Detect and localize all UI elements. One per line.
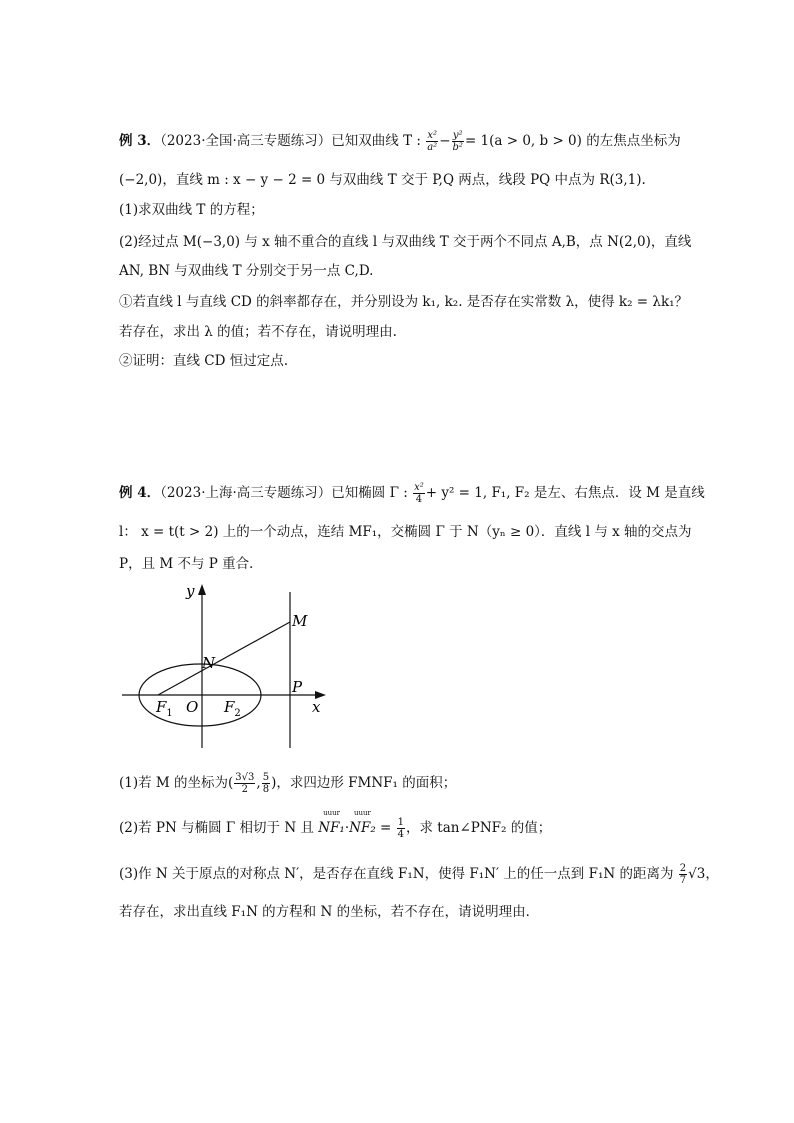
- ex3-q2d: ②证明：直线 CD 恒过定点.: [119, 353, 289, 369]
- label-P: P: [292, 678, 303, 696]
- ex3-q2c1: ①若直线 l 与直线 CD 的斜率都存在，并分别设为 k₁, k₂. 是否存在实常数 λ，使得 k₂ = λk₁？: [119, 294, 689, 310]
- ex4-eq-tail: + y² = 1, F₁, F₂ 是左、右焦点．设 M 是直线: [425, 485, 705, 501]
- ex4-q1: (1)若 M 的坐标为( $\frac{3√3}{2}$ , $\frac{5}{8}$ )，求四边形 FMNF₁ 的面积；: [119, 772, 457, 795]
- ex3-q1: (1)求双曲线 T 的方程；: [119, 202, 264, 218]
- label-M: M: [292, 612, 308, 630]
- ex4-q1-frac1: $\frac{3√3}{2}$: [235, 772, 255, 795]
- ex4-frac: $\frac{\text{x²}}{4}$: [414, 482, 424, 505]
- ex4-source: （2023·上海·高三专题练习）已知椭圆 Γ :: [160, 485, 408, 501]
- ex3-frac2: $\frac{\text{y²}}{\text{b²}}$: [452, 130, 463, 153]
- label-F1: $F_1$: [156, 698, 173, 719]
- label-F2: $F_2$: [224, 698, 241, 719]
- ex3-eq-tail: = 1(a > 0, b > 0) 的左焦点坐标为: [464, 133, 681, 149]
- ex4-label: 例 4．: [119, 485, 161, 501]
- ex3-q2c2: 若存在，求出 λ 的值；若不存在，请说明理由.: [119, 324, 397, 340]
- ex4-q1-frac2: $\frac{5}{8}$: [262, 772, 270, 795]
- ex3-line2: (−2,0)，直线 m : x − y − 2 = 0 与双曲线 T 交于 P,Q 两点，线段 PQ 中点为 R(3,1).: [119, 172, 646, 188]
- label-N: N: [202, 654, 216, 672]
- ex3-frac1: $\frac{\text{x²}}{\text{a²}}$: [427, 130, 438, 153]
- ex3-q2b: AN, BN 与双曲线 T 分别交于另一点 C,D.: [119, 263, 374, 279]
- ex3-q2a: (2)经过点 M(−3,0) 与 x 轴不重合的直线 l 与双曲线 T 交于两个不同点 A,B，点 N(2,0)，直线: [119, 234, 692, 250]
- y-axis-arrow: [198, 584, 206, 595]
- segment-F1M: [158, 622, 290, 695]
- ex4-q3: (3)作 N 关于原点的对称点 N′，是否存在直线 F₁N，使得 F₁N′ 上的任一点到 F₁N 的距离为 $\frac{2}{7}$ √3，: [119, 863, 719, 886]
- ellipse-figure: [118, 578, 334, 750]
- ex4-line2: l： x = t(t > 2) 上的一个动点，连结 MF₁，交椭圆 Γ 于 N（yₙ ≥ 0）．直线 l 与 x 轴的交点为: [119, 524, 692, 540]
- ex4-line1: [119, 482, 705, 505]
- ex3-line1: 例 3．（2023·全国·高三专题练习）已知双曲线 T : $\frac{\text{x²}}{\text{a²}}$ − $\frac{\text{y²}}{\text{b²}}$ = 1(a > 0, b > 0) 的左焦点坐标为: [119, 130, 681, 153]
- vector-NF1: uuur NF₁: [318, 809, 345, 836]
- ex4-q2: (2)若 PN 与椭圆 Γ 相切于 N 且 uuur NF₁· uuur NF₂ = $\frac{1}{4}$ ，求 tan∠PNF₂ 的值；: [119, 809, 552, 840]
- ex4-line3: P，且 M 不与 P 重合．: [119, 556, 263, 572]
- ex4-q3-line2: 若存在，求出直线 F₁N 的方程和 N 的坐标，若不存在，请说明理由．: [119, 904, 540, 920]
- vector-NF2: uuur NF₂: [349, 809, 376, 836]
- label-x: x: [312, 698, 321, 716]
- ex3-label: 例 3．: [119, 133, 161, 149]
- label-O: O: [186, 698, 199, 716]
- label-y: y: [186, 582, 195, 600]
- ex3-source: （2023·全国·高三专题练习）已知双曲线 T :: [160, 133, 421, 149]
- ex4-q2-frac: $\frac{1}{4}$: [397, 817, 405, 840]
- ex4-q3-frac: $\frac{2}{7}$: [679, 863, 687, 886]
